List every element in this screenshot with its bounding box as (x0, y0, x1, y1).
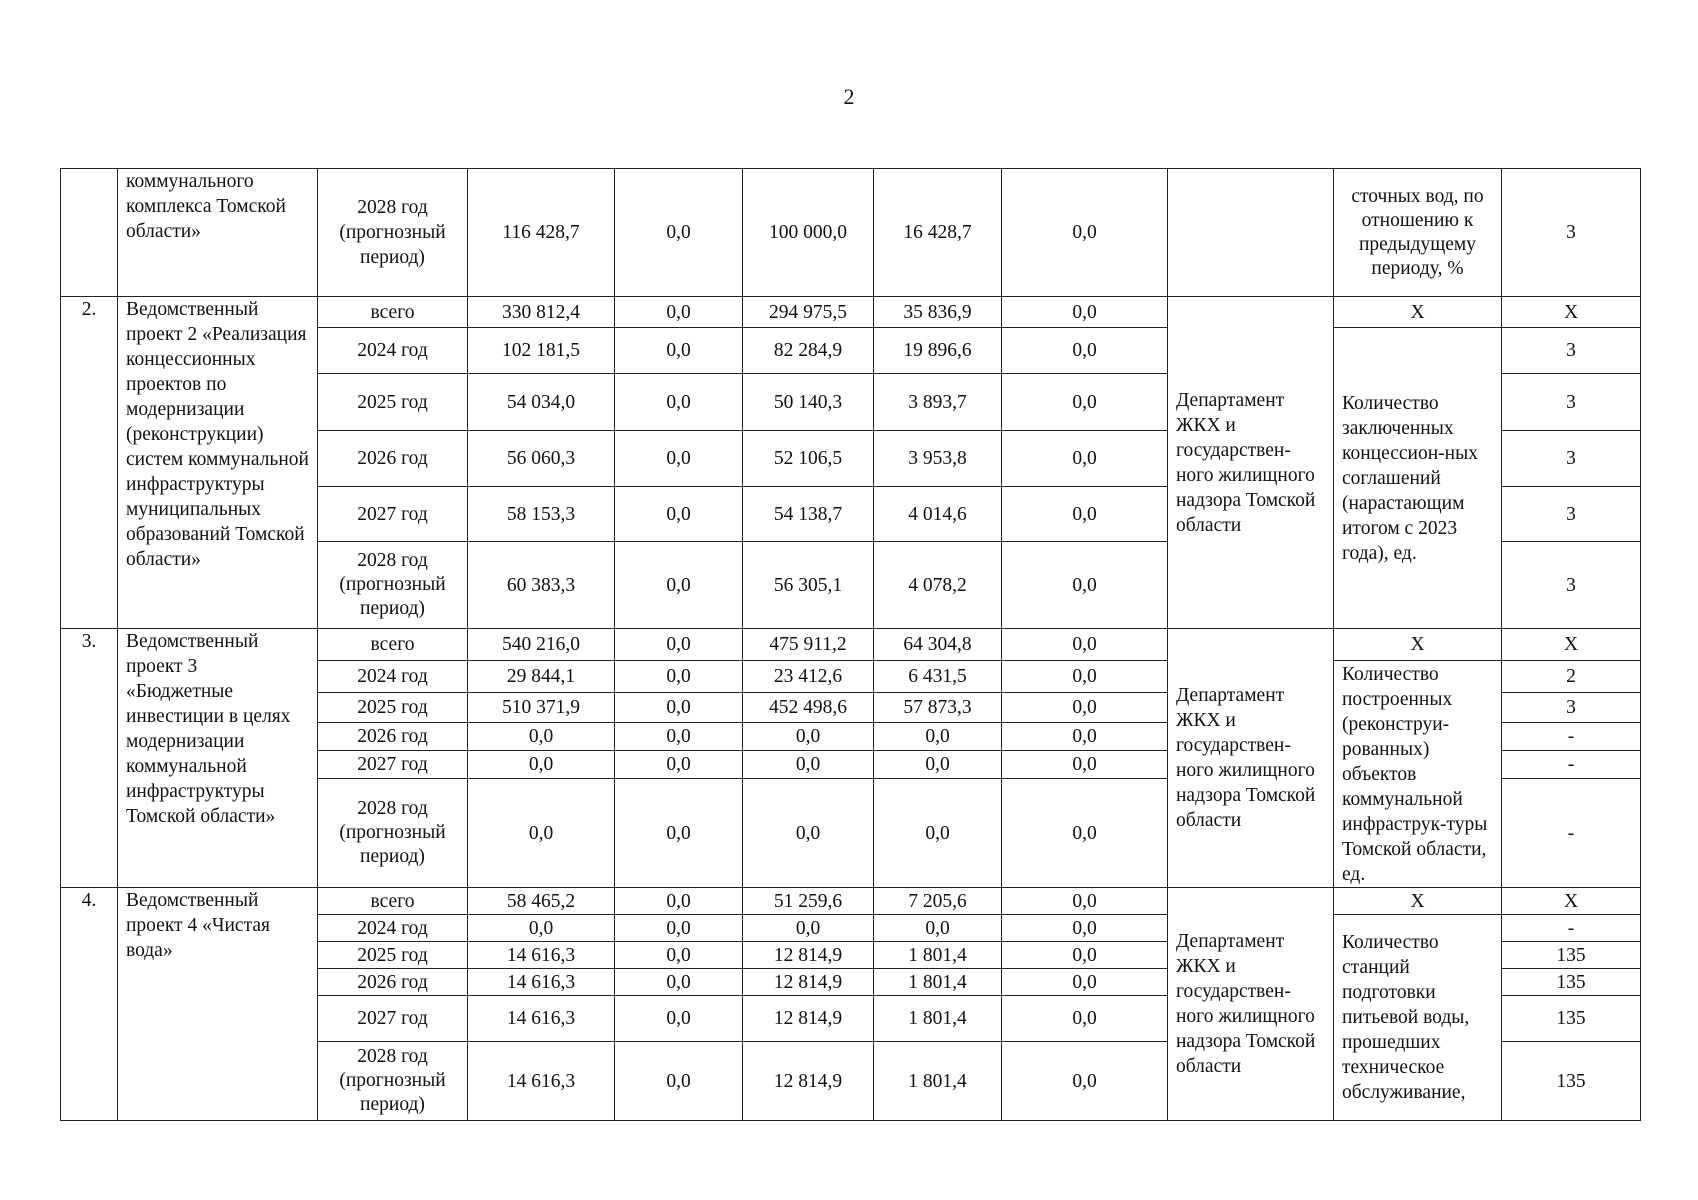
value-cell: 0,0 (468, 751, 615, 779)
value-cell: 0,0 (1002, 297, 1168, 328)
target-cell: - (1502, 915, 1641, 942)
target-cell: 135 (1502, 1042, 1641, 1121)
value-cell: 56 060,3 (468, 431, 615, 487)
value-cell: 52 106,5 (743, 431, 874, 487)
target-cell: 3 (1502, 328, 1641, 374)
page-number: 2 (843, 84, 855, 109)
value-cell: 0,0 (1002, 487, 1168, 542)
value-cell: 0,0 (615, 915, 743, 942)
value-cell: 0,0 (615, 297, 743, 328)
value-cell: 35 836,9 (874, 297, 1002, 328)
table-row (61, 169, 1641, 297)
year-cell: 2028 год (прогнозный период) (318, 169, 468, 297)
value-cell: 475 911,2 (743, 629, 874, 661)
value-cell: 1 801,4 (874, 969, 1002, 996)
value-cell: 0,0 (615, 1042, 743, 1121)
indicator-cell: Количество построенных (реконструи-рованных) объектов коммунальной инфраструк-туры Томской области, ед. (1334, 661, 1502, 888)
target-cell: 3 (1502, 487, 1641, 542)
value-cell: 60 383,3 (468, 542, 615, 629)
value-cell: 12 814,9 (743, 969, 874, 996)
value-cell: 0,0 (1002, 1042, 1168, 1121)
target-cell: X (1502, 888, 1641, 915)
value-cell: 50 140,3 (743, 374, 874, 431)
value-cell: 330 812,4 (468, 297, 615, 328)
year-cell: всего (318, 297, 468, 328)
table-row (61, 888, 1641, 915)
value-cell: 1 801,4 (874, 996, 1002, 1042)
indicator-cell: сточных вод, по отношению к предыдущему периоду, % (1334, 169, 1502, 297)
value-cell: 3 953,8 (874, 431, 1002, 487)
value-cell: 12 814,9 (743, 996, 874, 1042)
indicator-cell: X (1334, 888, 1502, 915)
value-cell: 56 305,1 (743, 542, 874, 629)
value-cell: 0,0 (615, 779, 743, 888)
value-cell: 0,0 (615, 942, 743, 969)
value-cell: 294 975,5 (743, 297, 874, 328)
indicator-cell: X (1334, 297, 1502, 328)
value-cell: 0,0 (468, 723, 615, 751)
value-cell: 0,0 (615, 169, 743, 297)
year-cell: 2027 год (318, 487, 468, 542)
value-cell: 0,0 (615, 487, 743, 542)
value-cell: 0,0 (743, 915, 874, 942)
year-cell: 2028 год (прогнозный период) (318, 1042, 468, 1121)
indicator-cell: Количество станций подготовки питьевой воды, прошедших техническое обслуживание, (1334, 915, 1502, 1121)
year-cell: 2026 год (318, 723, 468, 751)
value-cell: 0,0 (1002, 779, 1168, 888)
number-cell (61, 169, 118, 297)
value-cell: 0,0 (743, 751, 874, 779)
target-cell: 3 (1502, 374, 1641, 431)
value-cell: 7 205,6 (874, 888, 1002, 915)
value-cell: 540 216,0 (468, 629, 615, 661)
value-cell: 0,0 (1002, 969, 1168, 996)
target-cell: 135 (1502, 942, 1641, 969)
value-cell: 0,0 (615, 693, 743, 723)
table-row (61, 629, 1641, 661)
value-cell: 1 801,4 (874, 1042, 1002, 1121)
value-cell: 0,0 (1002, 431, 1168, 487)
value-cell: 23 412,6 (743, 661, 874, 693)
value-cell: 14 616,3 (468, 1042, 615, 1121)
value-cell: 0,0 (874, 779, 1002, 888)
target-cell: - (1502, 751, 1641, 779)
value-cell: 510 371,9 (468, 693, 615, 723)
value-cell: 102 181,5 (468, 328, 615, 374)
value-cell: 58 153,3 (468, 487, 615, 542)
value-cell: 14 616,3 (468, 996, 615, 1042)
project-name-cell: Ведомственный проект 4 «Чистая вода» (118, 888, 318, 1121)
target-cell: 135 (1502, 996, 1641, 1042)
year-cell: 2024 год (318, 661, 468, 693)
value-cell: 0,0 (1002, 169, 1168, 297)
value-cell: 12 814,9 (743, 1042, 874, 1121)
target-cell: 3 (1502, 693, 1641, 723)
department-cell (1168, 169, 1334, 297)
value-cell: 54 034,0 (468, 374, 615, 431)
value-cell: 452 498,6 (743, 693, 874, 723)
number-cell: 4. (61, 888, 118, 1121)
value-cell: 54 138,7 (743, 487, 874, 542)
value-cell: 16 428,7 (874, 169, 1002, 297)
value-cell: 3 893,7 (874, 374, 1002, 431)
value-cell: 0,0 (615, 723, 743, 751)
value-cell: 64 304,8 (874, 629, 1002, 661)
year-cell: 2025 год (318, 374, 468, 431)
value-cell: 0,0 (615, 888, 743, 915)
year-cell: 2027 год (318, 751, 468, 779)
year-cell: 2024 год (318, 328, 468, 374)
indicator-cell: X (1334, 629, 1502, 661)
target-cell: - (1502, 723, 1641, 751)
year-cell: 2027 год (318, 996, 468, 1042)
target-cell: 135 (1502, 969, 1641, 996)
value-cell: 0,0 (615, 542, 743, 629)
value-cell: 4 014,6 (874, 487, 1002, 542)
table-body (61, 169, 1641, 1121)
value-cell: 0,0 (615, 328, 743, 374)
value-cell: 0,0 (615, 431, 743, 487)
value-cell: 19 896,6 (874, 328, 1002, 374)
year-cell: 2026 год (318, 431, 468, 487)
value-cell: 116 428,7 (468, 169, 615, 297)
value-cell: 0,0 (1002, 915, 1168, 942)
year-cell: всего (318, 629, 468, 661)
project-name-cell: Ведомственный проект 2 «Реализация концессионных проектов по модернизации (реконструкции) систем коммунальной инфраструктуры муниципальных образований Томской области» (118, 297, 318, 629)
value-cell: 51 259,6 (743, 888, 874, 915)
number-cell: 3. (61, 629, 118, 888)
value-cell: 0,0 (468, 779, 615, 888)
value-cell: 82 284,9 (743, 328, 874, 374)
value-cell: 0,0 (1002, 374, 1168, 431)
value-cell: 0,0 (1002, 693, 1168, 723)
value-cell: 12 814,9 (743, 942, 874, 969)
value-cell: 14 616,3 (468, 969, 615, 996)
value-cell: 1 801,4 (874, 942, 1002, 969)
department-cell: Департамент ЖКХ и государствен-ного жилищного надзора Томской области (1168, 629, 1334, 888)
target-cell: 2 (1502, 661, 1641, 693)
value-cell: 0,0 (1002, 542, 1168, 629)
target-cell: 3 (1502, 169, 1641, 297)
indicator-cell: Количество заключенных концессион-ных соглашений (нарастающим итогом с 2023 года), ед. (1334, 328, 1502, 629)
project-name-cell: коммунального комплекса Томской области» (118, 169, 318, 297)
value-cell: 0,0 (874, 915, 1002, 942)
year-cell: 2028 год (прогнозный период) (318, 779, 468, 888)
target-cell: X (1502, 629, 1641, 661)
value-cell: 58 465,2 (468, 888, 615, 915)
value-cell: 29 844,1 (468, 661, 615, 693)
value-cell: 0,0 (743, 723, 874, 751)
year-cell: 2025 год (318, 693, 468, 723)
value-cell: 14 616,3 (468, 942, 615, 969)
year-cell: 2024 год (318, 915, 468, 942)
value-cell: 0,0 (1002, 751, 1168, 779)
value-cell: 0,0 (615, 969, 743, 996)
value-cell: 0,0 (1002, 888, 1168, 915)
value-cell: 0,0 (874, 751, 1002, 779)
value-cell: 0,0 (615, 629, 743, 661)
value-cell: 0,0 (743, 779, 874, 888)
number-cell: 2. (61, 297, 118, 629)
value-cell: 0,0 (1002, 996, 1168, 1042)
value-cell: 0,0 (468, 915, 615, 942)
value-cell: 6 431,5 (874, 661, 1002, 693)
department-cell: Департамент ЖКХ и государствен-ного жилищного надзора Томской области (1168, 888, 1334, 1121)
year-cell: 2026 год (318, 969, 468, 996)
value-cell: 100 000,0 (743, 169, 874, 297)
value-cell: 0,0 (874, 723, 1002, 751)
value-cell: 0,0 (1002, 328, 1168, 374)
value-cell: 0,0 (1002, 629, 1168, 661)
table-row (61, 297, 1641, 328)
year-cell: 2028 год (прогнозный период) (318, 542, 468, 629)
value-cell: 0,0 (615, 374, 743, 431)
target-cell: X (1502, 297, 1641, 328)
value-cell: 0,0 (615, 996, 743, 1042)
value-cell: 0,0 (1002, 942, 1168, 969)
value-cell: 57 873,3 (874, 693, 1002, 723)
target-cell: - (1502, 779, 1641, 888)
target-cell: 3 (1502, 431, 1641, 487)
value-cell: 0,0 (1002, 661, 1168, 693)
year-cell: 2025 год (318, 942, 468, 969)
value-cell: 0,0 (615, 661, 743, 693)
value-cell: 4 078,2 (874, 542, 1002, 629)
target-cell: 3 (1502, 542, 1641, 629)
year-cell: всего (318, 888, 468, 915)
project-name-cell: Ведомственный проект 3 «Бюджетные инвестиции в целях модернизации коммунальной инфраструктуры Томской области» (118, 629, 318, 888)
budget-table (60, 168, 1641, 1121)
value-cell: 0,0 (615, 751, 743, 779)
value-cell: 0,0 (1002, 723, 1168, 751)
department-cell: Департамент ЖКХ и государствен-ного жилищного надзора Томской области (1168, 297, 1334, 629)
